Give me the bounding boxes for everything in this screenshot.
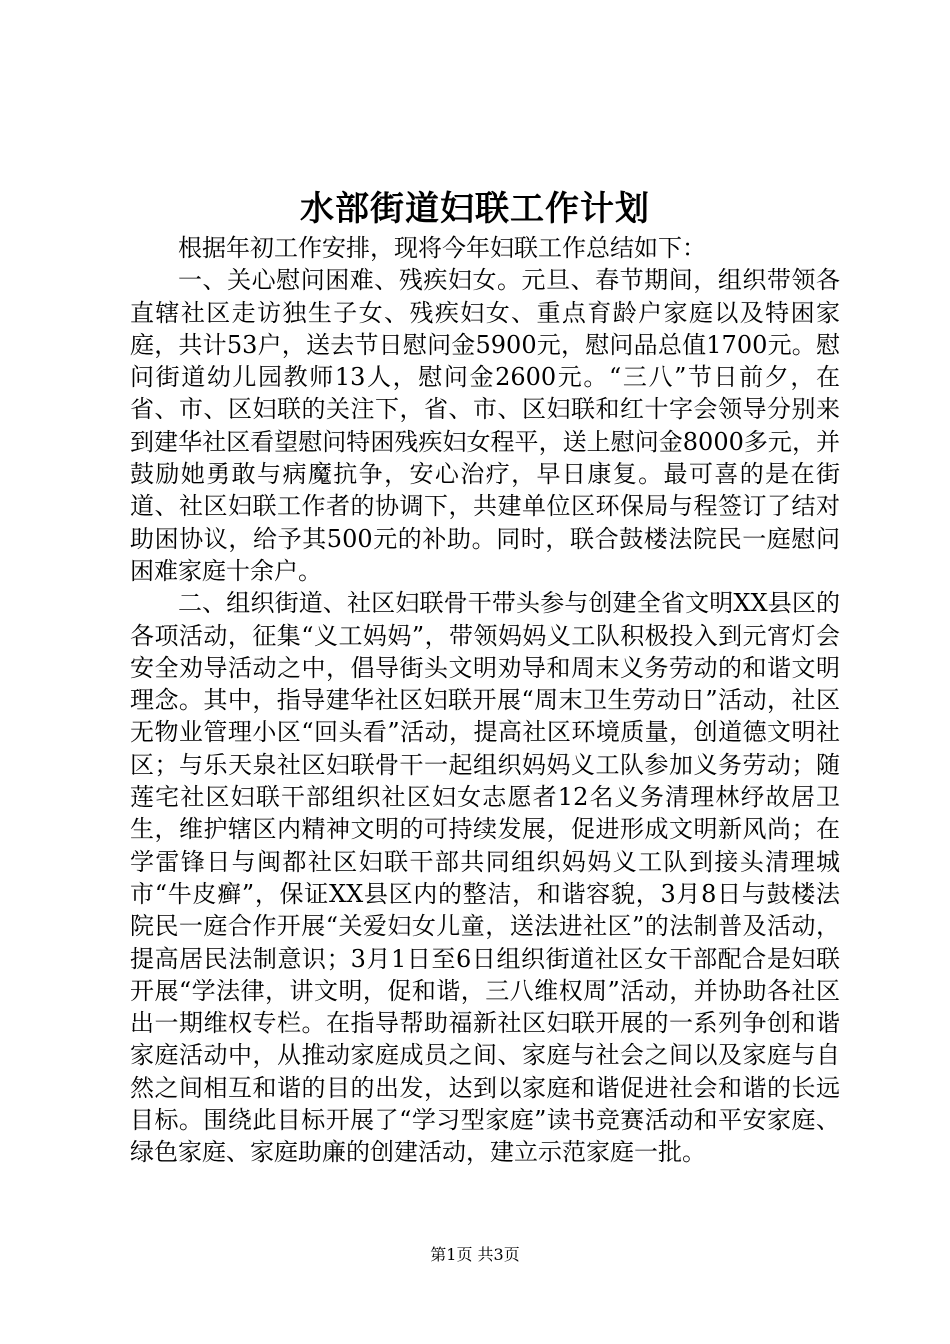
paragraph-section-two: 二、组织街道、社区妇联骨干带头参与创建全省文明XX县区的各项活动，征集“义工妈妈”，带领妈妈义工队积极投入到元宵灯会安全劝导活动之中，倡导街头文明劝导和周末义务劳动的和谐文明理念。其中，指导建华社区妇联开展“周末卫生劳动日”活动，社区无物业管理小区“回头看”活动，提高社区环境质量，创道德文明社区；与乐天泉社区妇联骨干一起组织妈妈义工队参加义务劳动；随莲宅社区妇联干部组织社区妇女志愿者12名义务清理林纾故居卫生，维护辖区内精神文明的可持续发展，促进形成文明新风尚；在学雷锋日与闽都社区妇联干部共同组织妈妈义工队到接头清理城市“牛皮癣”，保证XX县区内的整洁，和谐容貌，3月8日与鼓楼法院民一庭合作开展“关爱妇女儿童，送法进社区”的法制普及活动，提高居民法制意识；3月1日至6日组织街道社区女干部配合是妇联开展“学法律，讲文明，促和谐，三八维权周”活动，并协助各社区出一期维权专栏。在指导帮助福新社区妇联开展的一系列争创和谐家庭活动中，从推动家庭成员之间、家庭与社会之间以及家庭与自然之间相互和谐的目的出发，达到以家庭和谐促进社会和谐的长远目标。围绕此目标开展了“学习型家庭”读书竞赛活动和平安家庭、绿色家庭、家庭助廉的创建活动，建立示范家庭一批。 <box>130 589 840 1167</box>
document-title: 水部街道妇联工作计划 <box>300 189 650 229</box>
paragraph-section-one: 一、关心慰问困难、残疾妇女。元旦、春节期间，组织带领各直辖社区走访独生子女、残疾妇女、重点育龄户家庭以及特困家庭，共计53户，送去节日慰问金5900元，慰问品总值1700元。慰问街道幼儿园教师13人，慰问金2600元。“三八”节日前夕，在省、市、区妇联的关注下，省、市、区妇联和红十字会领导分别来到建华社区看望慰问特困残疾妇女程平，送上慰问金8000多元，并鼓励她勇敢与病魔抗争，安心治疗，早日康复。最可喜的是在街道、社区妇联工作者的协调下，共建单位区环保局与程签订了结对助困协议，给予其500元的补助。同时，联合鼓楼法院民一庭慰问困难家庭十余户。 <box>130 266 840 585</box>
paragraph-intro: 根据年初工作安排，现将今年妇联工作总结如下： <box>178 234 706 262</box>
page-number-footer: 第1页 共3页 <box>430 1245 520 1264</box>
document-body <box>130 232 840 1169</box>
